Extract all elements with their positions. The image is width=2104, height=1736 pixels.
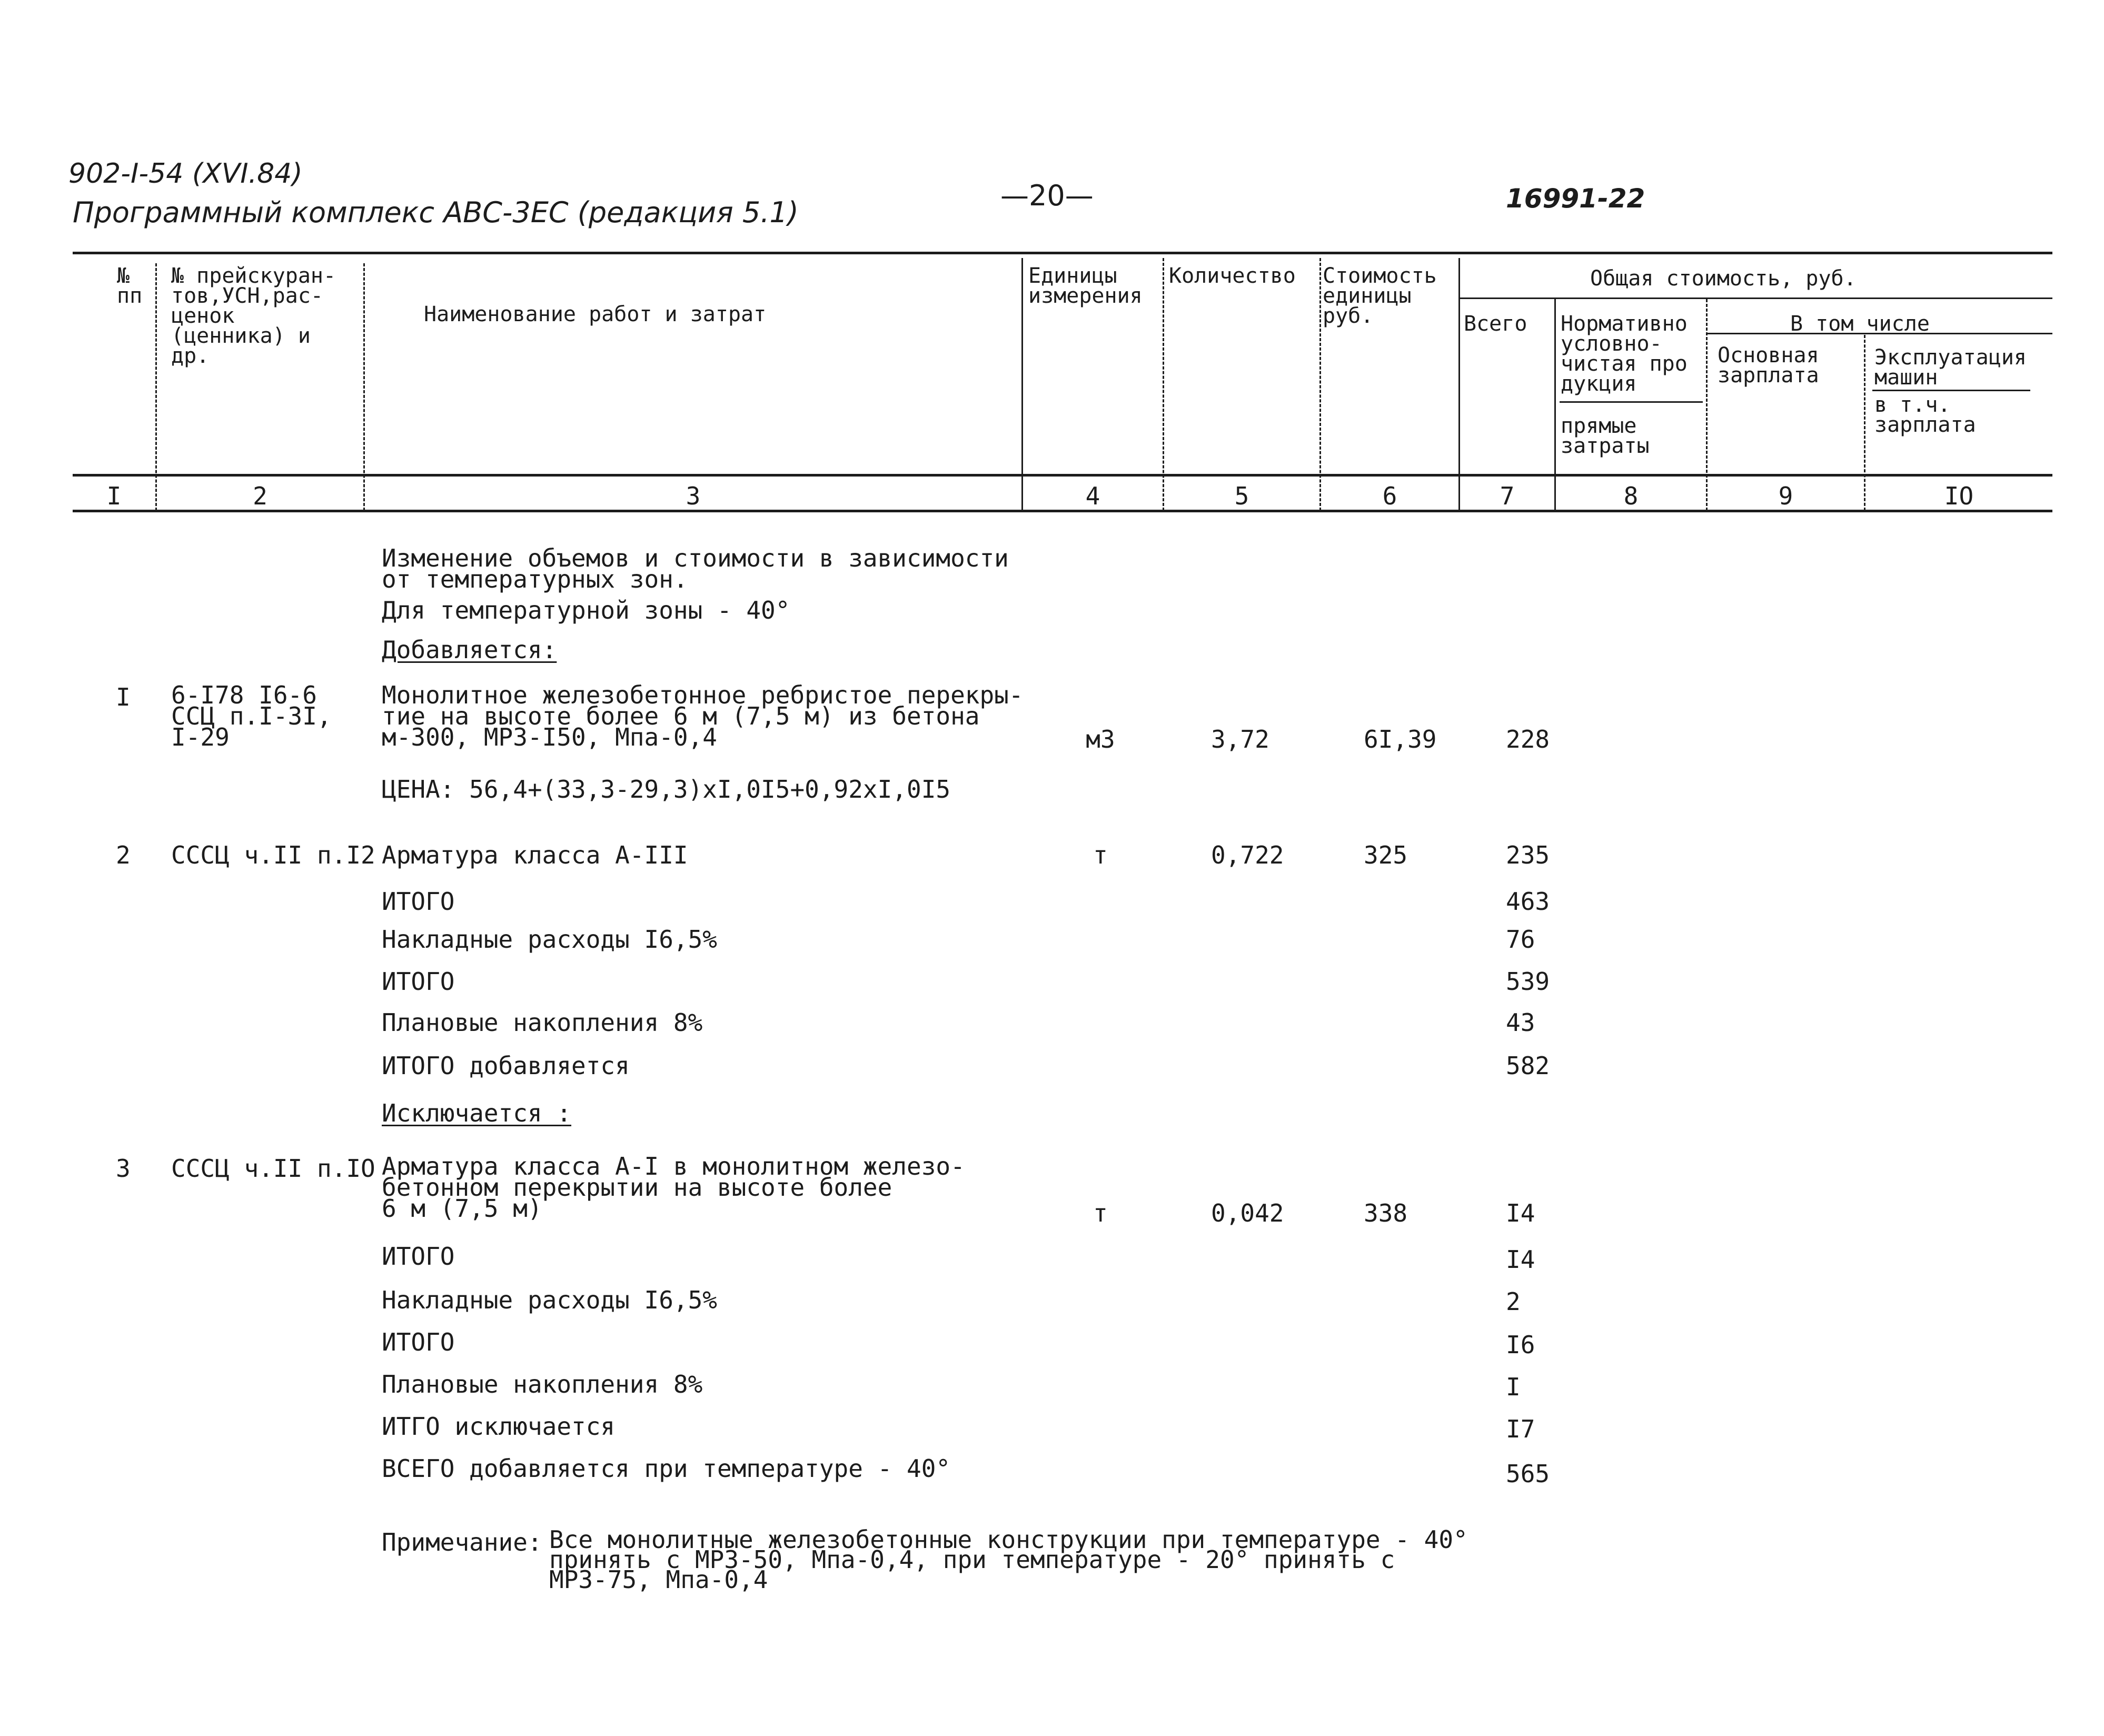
item2-qty: 0,722 bbox=[1211, 841, 1284, 869]
item2-total: 235 bbox=[1506, 841, 1550, 869]
summary-label: Плановые накопления 8% bbox=[382, 1370, 703, 1398]
header-col8-top: Нормативно условно- чистая про дукция bbox=[1561, 312, 1688, 396]
intro-text: Изменение объемов и стоимости в зависимости от температурных зон. bbox=[382, 544, 1009, 593]
header-incl-group: В том числе bbox=[1790, 312, 1930, 336]
header-col10-bottom: в т.ч. зарплата bbox=[1874, 393, 1976, 437]
excluded-heading: Исключается : bbox=[382, 1099, 572, 1127]
col-divider-5 bbox=[1319, 258, 1321, 511]
summary-label: ИТОГО bbox=[382, 1328, 455, 1356]
summary-value: I6 bbox=[1506, 1331, 1535, 1359]
header-col9: Основная зарплата bbox=[1718, 343, 1819, 388]
item3-ref: СССЦ ч.II п.IO bbox=[171, 1154, 375, 1183]
item3-name: Арматура класса А-I в монолитном железо- бетонном перекрытии на высоте более 6 м (7,5 м) bbox=[382, 1152, 965, 1223]
col-number-9: 9 bbox=[1778, 482, 1793, 510]
summary-value: 539 bbox=[1506, 967, 1550, 996]
col-number-1: I bbox=[106, 482, 122, 510]
header-col7: Всего bbox=[1464, 312, 1527, 336]
header-col8-bottom: прямые затраты bbox=[1561, 414, 1650, 458]
summary-label: Плановые накопления 8% bbox=[382, 1008, 703, 1037]
header-col2: № прейскуран- тов,УСН,рас- ценок (ценника) и др. bbox=[171, 264, 336, 368]
col-number-5: 5 bbox=[1234, 482, 1249, 510]
header-col1: № пп bbox=[117, 264, 143, 308]
item3-total: I4 bbox=[1506, 1199, 1535, 1227]
document-code: 902-I-54 (XVI.84) bbox=[68, 158, 303, 190]
summary-value: 76 bbox=[1506, 925, 1535, 954]
item3-number: 3 bbox=[116, 1154, 131, 1183]
summary-value: 43 bbox=[1506, 1008, 1535, 1037]
col-divider-3 bbox=[1021, 258, 1023, 511]
summary-label: ИТОГО bbox=[382, 887, 455, 916]
col-number-4: 4 bbox=[1085, 482, 1100, 510]
summary-value: I7 bbox=[1506, 1415, 1535, 1443]
total-group-rule bbox=[1458, 297, 2052, 299]
summary-label: ИТОГО bbox=[382, 1242, 455, 1271]
header-mid-rule bbox=[73, 474, 2052, 477]
col8-split-rule bbox=[1560, 401, 1703, 403]
summary-label: ВСЕГО добавляется при температуре - 40° bbox=[382, 1454, 951, 1483]
summary-value: I bbox=[1506, 1373, 1521, 1401]
summary-label: ИТОГО bbox=[382, 967, 455, 996]
col-number-6: 6 bbox=[1382, 482, 1397, 510]
item2-unit: т bbox=[1093, 841, 1108, 869]
col-number-7: 7 bbox=[1500, 482, 1515, 510]
header-total-group: Общая стоимость, руб. bbox=[1590, 266, 1857, 291]
header-col10-top: Эксплуатация машин bbox=[1874, 345, 2027, 390]
col10-split-rule bbox=[1872, 390, 2030, 391]
page-number: —20— bbox=[1000, 179, 1094, 212]
col-divider-6 bbox=[1458, 258, 1460, 511]
item1-formula: ЦЕНА: 56,4+(33,3-29,3)xI,0I5+0,92xI,0I5 bbox=[382, 775, 951, 803]
item2-ref: СССЦ ч.II п.I2 bbox=[171, 841, 375, 869]
item2-price: 325 bbox=[1364, 841, 1408, 869]
header-col4: Единицы измерения bbox=[1028, 264, 1143, 308]
item3-unit: т bbox=[1093, 1199, 1108, 1227]
summary-value: 582 bbox=[1506, 1051, 1550, 1080]
item1-ref: 6-I78 I6-6 ССЦ п.I-3I, I-29 bbox=[171, 681, 332, 751]
item1-qty: 3,72 bbox=[1211, 725, 1269, 753]
col-divider-4 bbox=[1163, 258, 1164, 511]
item1-total: 228 bbox=[1506, 725, 1550, 753]
col-number-10: IO bbox=[1944, 482, 1974, 510]
col-number-8: 8 bbox=[1623, 482, 1639, 510]
item2-number: 2 bbox=[116, 841, 131, 869]
header-col5: Количество bbox=[1169, 264, 1296, 288]
note-text: Все монолитные железобетонные конструкции при температуре - 40° принять с МРЗ-50, Мпа-0,4, при температуре - 20° принять с МРЗ-75, Мпа-0,4 bbox=[549, 1525, 1468, 1594]
summary-value: 2 bbox=[1506, 1287, 1521, 1316]
added-heading: Добавляется: bbox=[382, 636, 557, 664]
item1-unit: м3 bbox=[1086, 725, 1115, 753]
item3-price: 338 bbox=[1364, 1199, 1408, 1227]
header-col3: Наименование работ и затрат bbox=[424, 302, 767, 326]
summary-value: 463 bbox=[1506, 887, 1550, 916]
software-name: Программный комплекс ABC-3EC (редакция 5.1) bbox=[73, 196, 799, 229]
col-number-2: 2 bbox=[253, 482, 267, 510]
item2-name: Арматура класса А-III bbox=[382, 841, 688, 869]
col-divider-1 bbox=[155, 263, 157, 511]
header-top-rule bbox=[73, 252, 2052, 254]
item1-name: Монолитное железобетонное ребристое перекры- тие на высоте более 6 м (7,5 м) из бетона м-300, МРЗ-I50, Мпа-0,4 bbox=[382, 681, 1024, 751]
col-divider-7 bbox=[1554, 299, 1556, 511]
item1-number: I bbox=[116, 683, 131, 711]
summary-label: ИТОГО добавляется bbox=[382, 1051, 630, 1080]
summary-value: 565 bbox=[1506, 1460, 1550, 1488]
header-col6: Стоимость единицы руб. bbox=[1323, 264, 1437, 328]
col-divider-2 bbox=[363, 263, 365, 511]
summary-value: I4 bbox=[1506, 1245, 1535, 1274]
summary-label: ИТГО исключается bbox=[382, 1412, 616, 1441]
item1-price: 6I,39 bbox=[1364, 725, 1437, 753]
registration-number: 16991-22 bbox=[1506, 183, 1645, 214]
note-label: Примечание: bbox=[382, 1528, 542, 1556]
item3-qty: 0,042 bbox=[1211, 1199, 1284, 1227]
zone-text: Для температурной зоны - 40° bbox=[382, 596, 790, 624]
col-divider-8 bbox=[1706, 299, 1708, 511]
col-number-3: 3 bbox=[686, 482, 701, 510]
summary-label: Накладные расходы I6,5% bbox=[382, 1286, 717, 1314]
summary-label: Накладные расходы I6,5% bbox=[382, 925, 717, 954]
